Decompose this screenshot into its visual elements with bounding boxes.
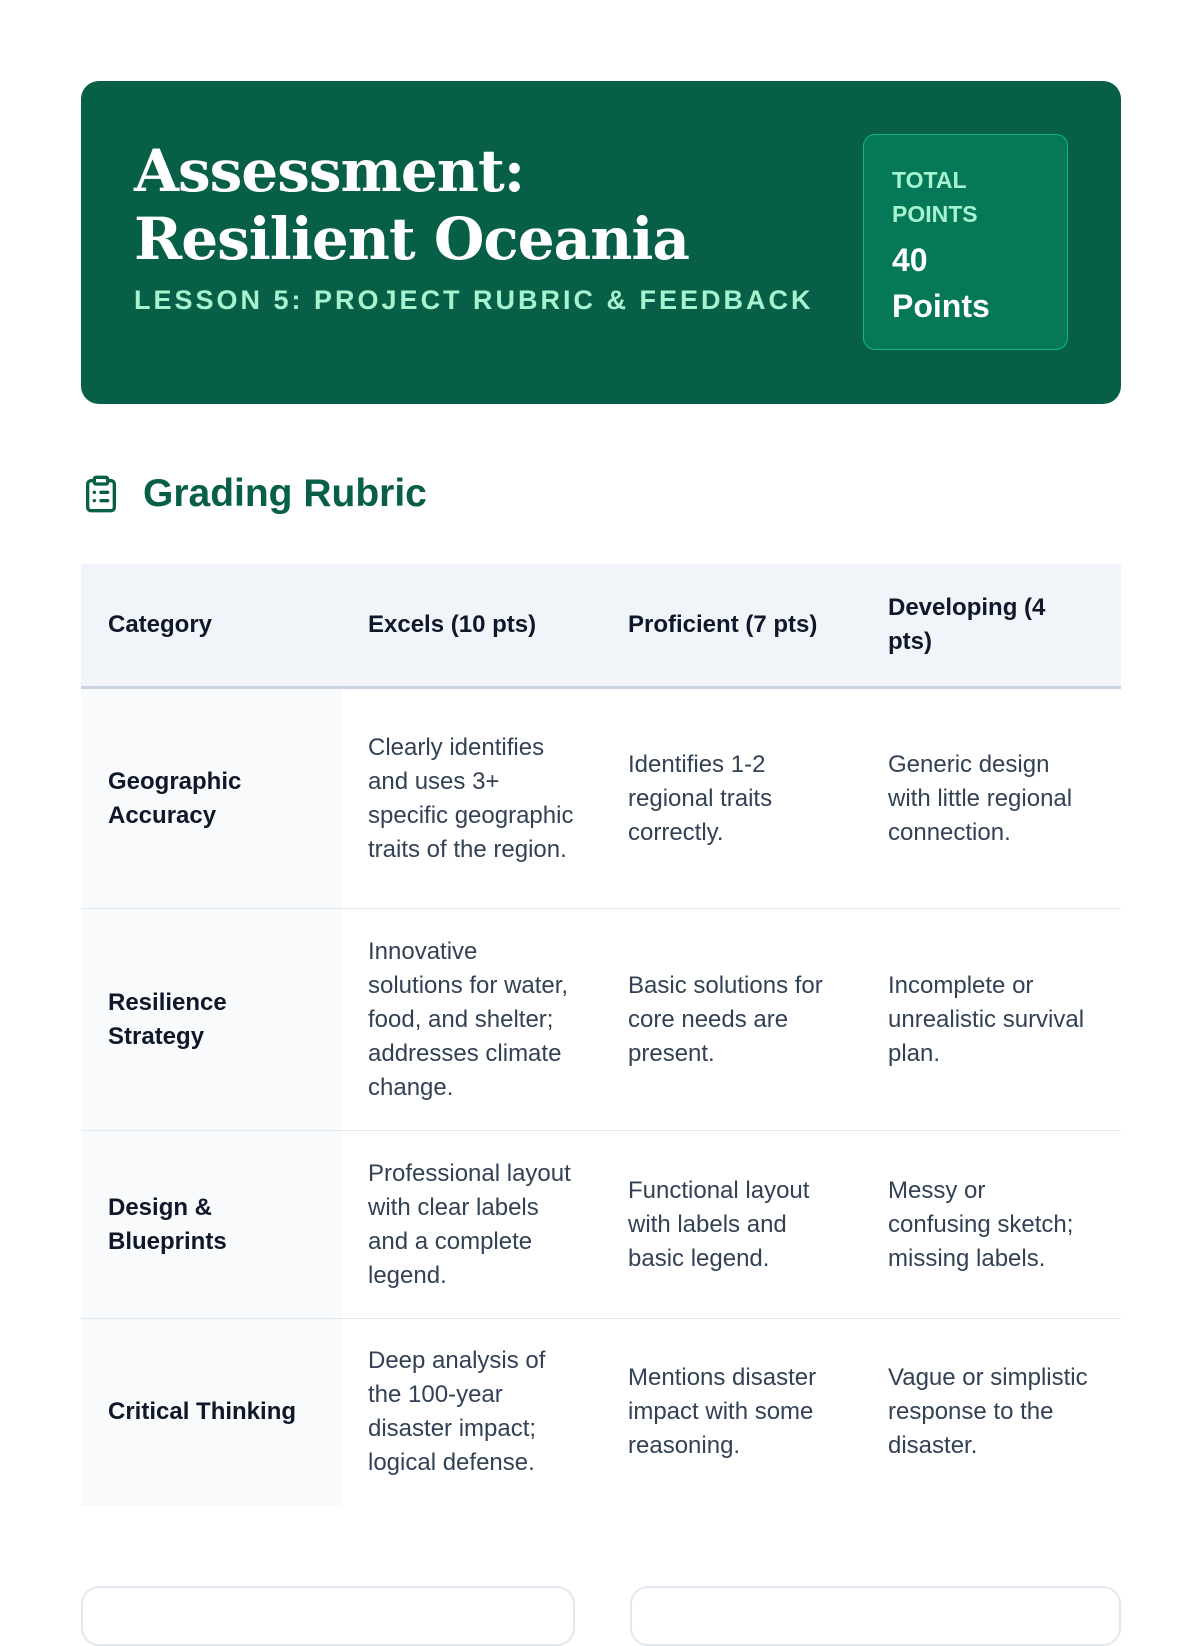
table-row <box>81 688 1121 909</box>
feedback-card-left <box>81 1586 575 1646</box>
clipboard-list-icon <box>81 474 121 514</box>
table-row <box>81 909 1121 1131</box>
category-cell: Critical Thinking <box>81 1319 341 1506</box>
proficient-cell: Basic solutions for core needs are present. <box>601 909 861 1131</box>
table-row <box>81 1319 1121 1506</box>
column-header-developing: Developing (4 pts) <box>861 564 1121 688</box>
developing-cell: Incomplete or unrealistic survival plan. <box>861 909 1121 1131</box>
proficient-cell: Identifies 1-2 regional traits correctly. <box>601 688 861 909</box>
column-header-proficient: Proficient (7 pts) <box>601 564 861 688</box>
grading-rubric-table <box>81 564 1121 1506</box>
column-header-category: Category <box>81 564 341 688</box>
total-points-value: 40 Points <box>892 242 990 324</box>
developing-cell: Vague or simplistic response to the disaster. <box>888 1364 1088 1460</box>
proficient-cell: Mentions disaster impact with some reasoning. <box>628 1364 817 1460</box>
feedback-card-right <box>630 1586 1121 1646</box>
developing-cell: Generic design with little regional connection. <box>861 688 1121 909</box>
excels-cell: Clearly identifies and uses 3+ specific geographic traits of the region. <box>341 688 601 909</box>
lesson-subtitle: LESSON 5: PROJECT RUBRIC & FEEDBACK <box>134 285 814 315</box>
column-header-excels: Excels (10 pts) <box>341 564 601 688</box>
category-cell: Geographic Accuracy <box>81 688 341 909</box>
category-cell: Design & Blueprints <box>81 1131 341 1319</box>
table-row <box>81 1131 1121 1319</box>
proficient-cell: Functional layout with labels and basic legend. <box>601 1131 861 1319</box>
page-title: Assessment: Resilient Oceania <box>134 137 690 273</box>
table-header-row <box>81 564 1121 688</box>
total-points-label: TOTAL POINTS <box>892 167 978 227</box>
category-cell: Resilience Strategy <box>81 909 341 1131</box>
excels-cell: Deep analysis of the 100-year disaster impact; logical defense. <box>368 1347 546 1477</box>
total-points-card <box>863 134 1068 350</box>
developing-cell: Messy or confusing sketch; missing labels. <box>861 1131 1121 1319</box>
excels-cell: Innovative solutions for water, food, and shelter; addresses climate change. <box>341 909 601 1131</box>
rubric-section-heading <box>81 472 427 516</box>
assessment-header <box>81 81 1121 404</box>
rubric-heading: Grading Rubric <box>143 472 427 515</box>
excels-cell: Professional layout with clear labels and a complete legend. <box>341 1131 601 1319</box>
